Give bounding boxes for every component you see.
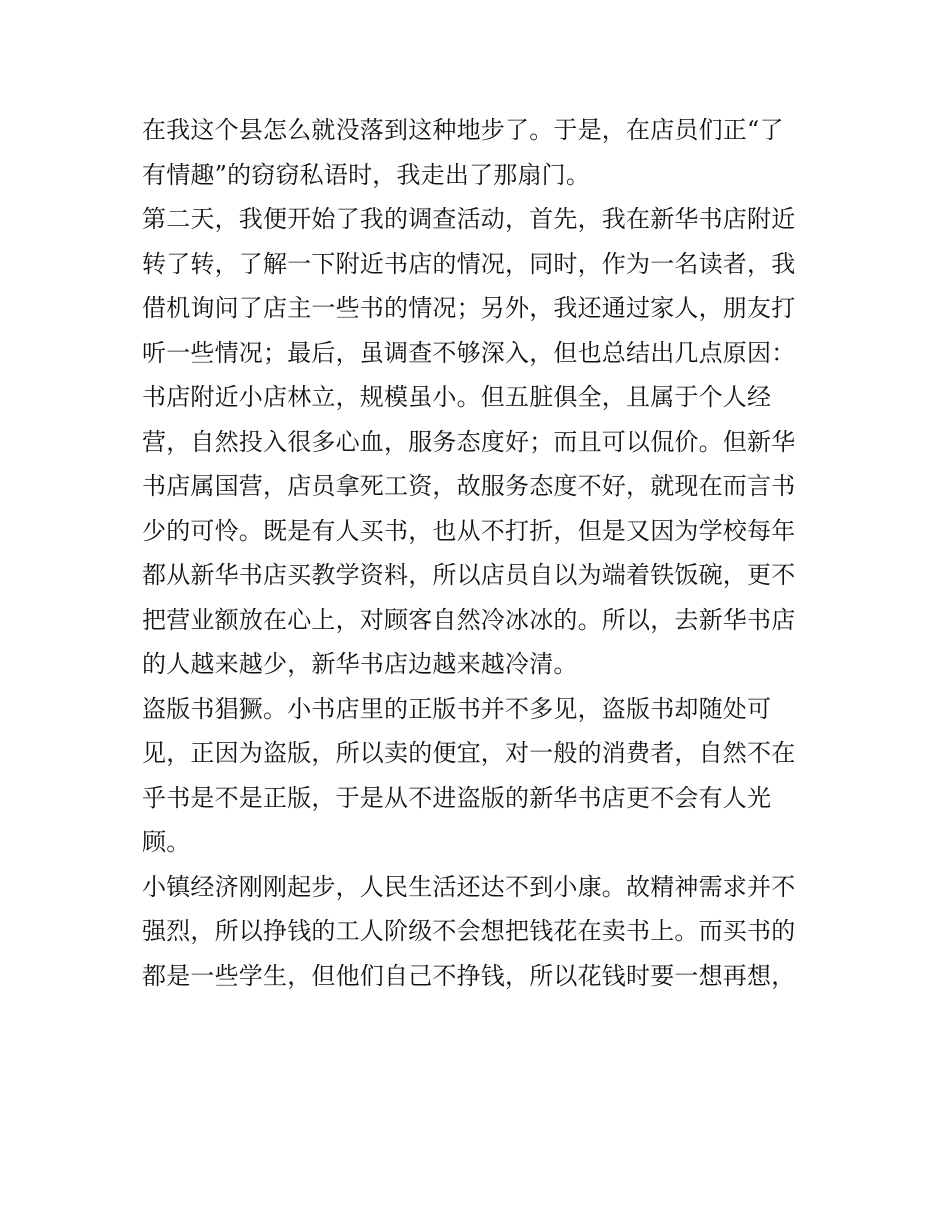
text-line-8: 营，自然投入很多心血，服务态度好；而且可以侃价。但新华 [142,427,796,456]
text-line-16: 乎书是不是正版，于是从不进盗版的新华书店更不会有人光 [142,783,772,812]
text-line-20: 都是一些学生，但他们自己不挣钱，所以花钱时要一想再想， [142,961,796,990]
text-line-10: 少的可怜。既是有人买书，也从不打折，但是又因为学校每年 [142,516,796,545]
text-line-9: 书店属国营，店员拿死工资，故服务态度不好，就现在而言书 [142,472,796,500]
text-line-17: 顾。 [142,828,191,856]
text-line-3: 第二天，我便开始了我的调查活动，首先，我在新华书店附近 [142,205,796,233]
text-line-7: 书店附近小店林立，规模虽小。但五脏俱全，且属于个人经 [142,383,772,411]
text-line-11: 都从新华书店买教学资料，所以店员自以为端着铁饭碗，更不 [142,561,796,589]
text-line-4: 转了转，了解一下附近书店的情况，同时，作为一名读者，我 [142,249,796,278]
text-line-5: 借机询问了店主一些书的情况；另外，我还通过家人，朋友打 [142,294,796,322]
text-line-19: 强烈，所以挣钱的工人阶级不会想把钱花在卖书上。而买书的 [142,917,796,945]
text-line-2: 有情趣”的窃窃私语时，我走出了那扇门。 [142,160,591,189]
text-line-6: 听一些情况；最后，虽调查不够深入，但也总结出几点原因： [142,338,796,367]
text-line-1: 在我这个县怎么就没落到这种地步了。于是，在店员们正“了 [142,116,784,144]
text-line-14: 盗版书猖獗。小书店里的正版书并不多见，盗版书却随处可 [142,694,772,723]
text-line-15: 见，正因为盗版，所以卖的便宜，对一般的消费者，自然不在 [142,739,796,767]
body-text [142,108,814,998]
text-line-12: 把营业额放在心上，对顾客自然冷冰冰的。所以，去新华书店 [142,605,796,634]
text-line-13: 的人越来越少，新华书店边越来越冷清。 [142,650,578,678]
text-line-18: 小镇经济刚刚起步，人民生活还达不到小康。故精神需求并不 [142,872,796,901]
